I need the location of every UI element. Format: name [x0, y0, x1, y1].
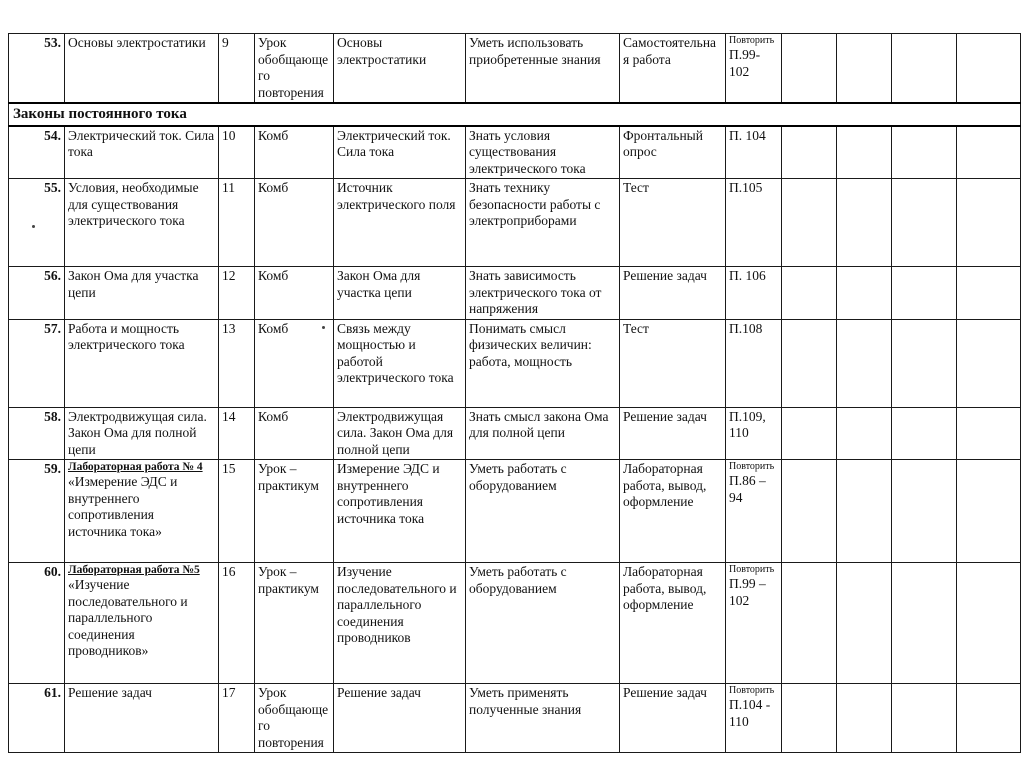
lesson-number: 11 [219, 179, 255, 267]
lesson-type: Комб [255, 179, 334, 267]
row-number: 57. [9, 319, 65, 407]
empty-cell [957, 684, 1021, 753]
empty-cell [782, 684, 837, 753]
empty-cell [837, 126, 892, 179]
empty-cell [892, 319, 957, 407]
empty-cell [837, 684, 892, 753]
empty-cell [957, 267, 1021, 320]
content-cell: Решение задач [334, 684, 466, 753]
table-row [9, 179, 1021, 267]
lesson-number: 13 [219, 319, 255, 407]
empty-cell [957, 126, 1021, 179]
content-cell: Изучение последовательного и параллельного соединения проводников [334, 563, 466, 684]
table-row [9, 563, 1021, 684]
row-number: 55. [9, 179, 65, 267]
control-cell: Решение задач [620, 684, 726, 753]
table-row [9, 126, 1021, 179]
topic-cell: Закон Ома для участка цепи [65, 267, 219, 320]
empty-cell [782, 460, 837, 563]
topic-cell: Основы электростатики [65, 34, 219, 104]
empty-cell [782, 267, 837, 320]
row-number: 54. [9, 126, 65, 179]
requirements-cell: Знать зависимость электрического тока от напряжения [466, 267, 620, 320]
homework-cell [726, 407, 782, 460]
lab-topic: «Изучение последовательного и параллельного соединения проводников» [68, 577, 188, 658]
homework-value: П.108 [729, 320, 763, 336]
empty-cell [892, 460, 957, 563]
topic-cell [65, 563, 219, 684]
empty-cell [892, 684, 957, 753]
requirements-cell: Уметь применять полученные знания [466, 684, 620, 753]
scan-speck [322, 326, 325, 329]
empty-cell [782, 179, 837, 267]
row-number: 59. [9, 460, 65, 563]
table-row [9, 684, 1021, 753]
table-body [9, 34, 1021, 753]
topic-cell: Условия, необходимые для существования электрического тока [65, 179, 219, 267]
table-row [9, 319, 1021, 407]
control-cell: Лабораторная работа, вывод, оформление [620, 563, 726, 684]
homework-value: П.99 – 102 [729, 576, 766, 608]
row-number: 61. [9, 684, 65, 753]
lesson-number: 16 [219, 563, 255, 684]
empty-cell [782, 407, 837, 460]
homework-value: П. 106 [729, 268, 766, 283]
row-number: 58. [9, 407, 65, 460]
lesson-type: Комб [255, 126, 334, 179]
empty-cell [837, 563, 892, 684]
homework-value: П.105 [729, 180, 763, 195]
requirements-cell: Знать технику безопасности работы с электроприборами [466, 179, 620, 267]
control-cell: Тест [620, 179, 726, 267]
empty-cell [892, 34, 957, 104]
control-cell: Лабораторная работа, вывод, оформление [620, 460, 726, 563]
homework-prefix: Повторить [729, 685, 775, 696]
content-cell: Электродвижущая сила. Закон Ома для полной цепи [334, 407, 466, 460]
homework-prefix: Повторить [729, 564, 775, 575]
row-number: 56. [9, 267, 65, 320]
homework-prefix: Повторить [729, 461, 775, 472]
requirements-cell: Знать смысл закона Ома для полной цепи [466, 407, 620, 460]
empty-cell [957, 319, 1021, 407]
homework-value: П. 104 [729, 127, 766, 143]
content-cell: Электрический ток. Сила тока [334, 126, 466, 179]
empty-cell [837, 179, 892, 267]
empty-cell [837, 319, 892, 407]
lesson-number: 9 [219, 34, 255, 104]
empty-cell [892, 267, 957, 320]
empty-cell [782, 126, 837, 179]
lesson-plan-table [8, 33, 1021, 753]
content-cell: Источник электрического поля [334, 179, 466, 267]
lesson-type: Урок – практикум [255, 563, 334, 684]
empty-cell [837, 407, 892, 460]
lab-topic: «Измерение ЭДС и внутреннего сопротивления источника тока» [68, 474, 178, 539]
homework-value: П.104 - 110 [729, 697, 771, 729]
table-row [9, 407, 1021, 460]
section-row [9, 103, 1021, 126]
row-number: 60. [9, 563, 65, 684]
homework-value: П.99-102 [729, 47, 761, 79]
empty-cell [957, 34, 1021, 104]
requirements-cell: Уметь использовать приобретенные знания [466, 34, 620, 104]
homework-cell [726, 460, 782, 563]
content-cell: Основы электростатики [334, 34, 466, 104]
requirements-cell: Уметь работать с оборудованием [466, 460, 620, 563]
table-row [9, 267, 1021, 320]
empty-cell [837, 267, 892, 320]
lab-title: Лабораторная работа №5 [68, 564, 200, 576]
lesson-number: 10 [219, 126, 255, 179]
empty-cell [892, 179, 957, 267]
homework-cell [726, 179, 782, 267]
control-cell: Тест [620, 319, 726, 407]
homework-value: П.109, 110 [729, 408, 766, 440]
empty-cell [892, 407, 957, 460]
lesson-number: 15 [219, 460, 255, 563]
topic-cell: Работа и мощность электрического тока [65, 319, 219, 407]
empty-cell [957, 460, 1021, 563]
row-number: 53. [9, 34, 65, 104]
empty-cell [782, 34, 837, 104]
homework-cell [726, 684, 782, 753]
lesson-number: 12 [219, 267, 255, 320]
homework-value: П.86 – 94 [729, 473, 766, 505]
lesson-number: 17 [219, 684, 255, 753]
control-cell: Фронтальный опрос [620, 126, 726, 179]
empty-cell [957, 563, 1021, 684]
topic-cell [65, 460, 219, 563]
empty-cell [892, 563, 957, 684]
control-cell: Решение задач [620, 407, 726, 460]
section-title: Законы постоянного тока [9, 103, 1021, 126]
control-cell: Решение задач [620, 267, 726, 320]
lesson-type: Комб [255, 267, 334, 320]
requirements-cell: Знать условия существования электрического тока [466, 126, 620, 179]
lesson-type: Урок обобщающего повторения [255, 684, 334, 753]
content-cell: Закон Ома для участка цепи [334, 267, 466, 320]
lesson-type: Урок – практикум [255, 460, 334, 563]
empty-cell [782, 319, 837, 407]
topic-cell: Электродвижущая сила. Закон Ома для полной цепи [65, 407, 219, 460]
homework-cell [726, 563, 782, 684]
empty-cell [957, 407, 1021, 460]
content-cell: Измерение ЭДС и внутреннего сопротивления источника тока [334, 460, 466, 563]
content-cell: Связь между мощностью и работой электрического тока [334, 319, 466, 407]
table-row [9, 34, 1021, 104]
lab-title: Лабораторная работа № 4 [68, 461, 203, 473]
topic-cell: Электрический ток. Сила тока [65, 126, 219, 179]
empty-cell [892, 126, 957, 179]
scan-speck [32, 225, 35, 228]
homework-cell [726, 319, 782, 407]
lesson-type: Комб [255, 407, 334, 460]
homework-cell [726, 267, 782, 320]
topic-cell: Решение задач [65, 684, 219, 753]
homework-prefix: Повторить [729, 35, 775, 46]
lesson-number: 14 [219, 407, 255, 460]
homework-cell [726, 34, 782, 104]
empty-cell [957, 179, 1021, 267]
empty-cell [837, 34, 892, 104]
lesson-type: Урок обобщающего повторения [255, 34, 334, 104]
homework-cell [726, 126, 782, 179]
empty-cell [782, 563, 837, 684]
table-row [9, 460, 1021, 563]
requirements-cell: Уметь работать с оборудованием [466, 563, 620, 684]
requirements-cell: Понимать смысл физических величин: работа, мощность [466, 319, 620, 407]
lesson-type: Комб [255, 319, 334, 407]
empty-cell [837, 460, 892, 563]
control-cell: Самостоятельная работа [620, 34, 726, 104]
